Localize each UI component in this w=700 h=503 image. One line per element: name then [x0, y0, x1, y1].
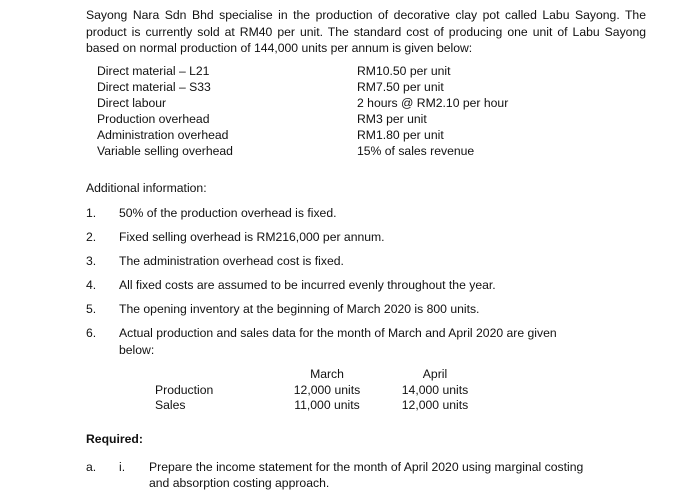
- list-text: All fixed costs are assumed to be incurred evenly throughout the year.: [119, 278, 496, 292]
- required-part-label: a.: [86, 460, 97, 474]
- cost-item: Direct material – S33: [97, 80, 211, 94]
- list-text: Actual production and sales data for the month of March and April 2020 are given: [119, 326, 557, 340]
- list-item: [86, 205, 646, 229]
- cost-value: RM1.80 per unit: [357, 128, 444, 142]
- cost-value: RM10.50 per unit: [357, 64, 451, 78]
- cost-item: Direct labour: [97, 96, 167, 110]
- cost-value: RM3 per unit: [357, 112, 427, 126]
- cost-row: [97, 127, 557, 143]
- list-item: [86, 277, 646, 301]
- production-sales-table: [155, 367, 489, 414]
- required-item: [86, 459, 589, 491]
- cost-row: [97, 79, 557, 95]
- list-number: 3.: [86, 254, 97, 268]
- table-header-march: March: [310, 367, 344, 381]
- table-header-row: [155, 367, 489, 383]
- table-row-label: Sales: [155, 398, 186, 412]
- list-item: [86, 229, 646, 253]
- cost-row: [97, 111, 557, 127]
- cost-row: [97, 143, 557, 159]
- table-header-april: April: [422, 367, 448, 381]
- cost-row: [97, 95, 557, 111]
- cost-item: Production overhead: [97, 112, 210, 126]
- list-number: 1.: [86, 206, 97, 220]
- cost-value: 15% of sales revenue: [357, 144, 475, 158]
- table-row: [155, 383, 489, 399]
- list-number: 5.: [86, 302, 97, 316]
- list-item-continuation: below:: [119, 343, 155, 357]
- intro-paragraph: Sayong Nara Sdn Bhd specialise in the production of decorative clay pot called Labu Sayong. The product is currently sold at RM40 per unit. The standard cost of producing one unit of Labu Sayong based on normal production of 144,000 units per annum is given below:: [86, 8, 646, 55]
- table-header-cell: [155, 367, 273, 383]
- cost-value: 2 hours @ RM2.10 per hour: [357, 96, 509, 110]
- cost-item: Variable selling overhead: [97, 144, 233, 158]
- list-number: 6.: [86, 326, 97, 340]
- table-cell: 12,000 units: [401, 398, 469, 412]
- required-heading: Required:: [86, 432, 143, 446]
- cost-item: Administration overhead: [97, 128, 229, 142]
- list-text: Fixed selling overhead is RM216,000 per annum.: [119, 230, 385, 244]
- cost-item: Direct material – L21: [97, 64, 210, 78]
- table-row-label: Production: [155, 382, 214, 397]
- list-item: [86, 301, 646, 325]
- table-cell: 14,000 units: [401, 382, 469, 397]
- table-cell: 11,000 units: [294, 398, 360, 412]
- list-text: The opening inventory at the beginning of March 2020 is 800 units.: [119, 302, 480, 316]
- additional-info-heading: Additional information:: [86, 181, 207, 195]
- required-sub-label: i.: [119, 460, 126, 474]
- list-item: [86, 253, 646, 277]
- list-text: The administration overhead cost is fixed.: [119, 254, 344, 268]
- list-number: 4.: [86, 278, 97, 292]
- required-text: Prepare the income statement for the month of April 2020 using marginal costing and absorption costing approach.: [149, 460, 584, 490]
- table-row: [155, 398, 489, 414]
- additional-info-list: [86, 205, 646, 349]
- cost-value: RM7.50 per unit: [357, 80, 444, 94]
- list-text: 50% of the production overhead is fixed.: [119, 206, 337, 220]
- standard-cost-list: [97, 63, 557, 159]
- table-cell: 12,000 units: [293, 382, 361, 397]
- cost-row: [97, 63, 557, 79]
- list-item: [86, 325, 646, 349]
- list-number: 2.: [86, 230, 97, 244]
